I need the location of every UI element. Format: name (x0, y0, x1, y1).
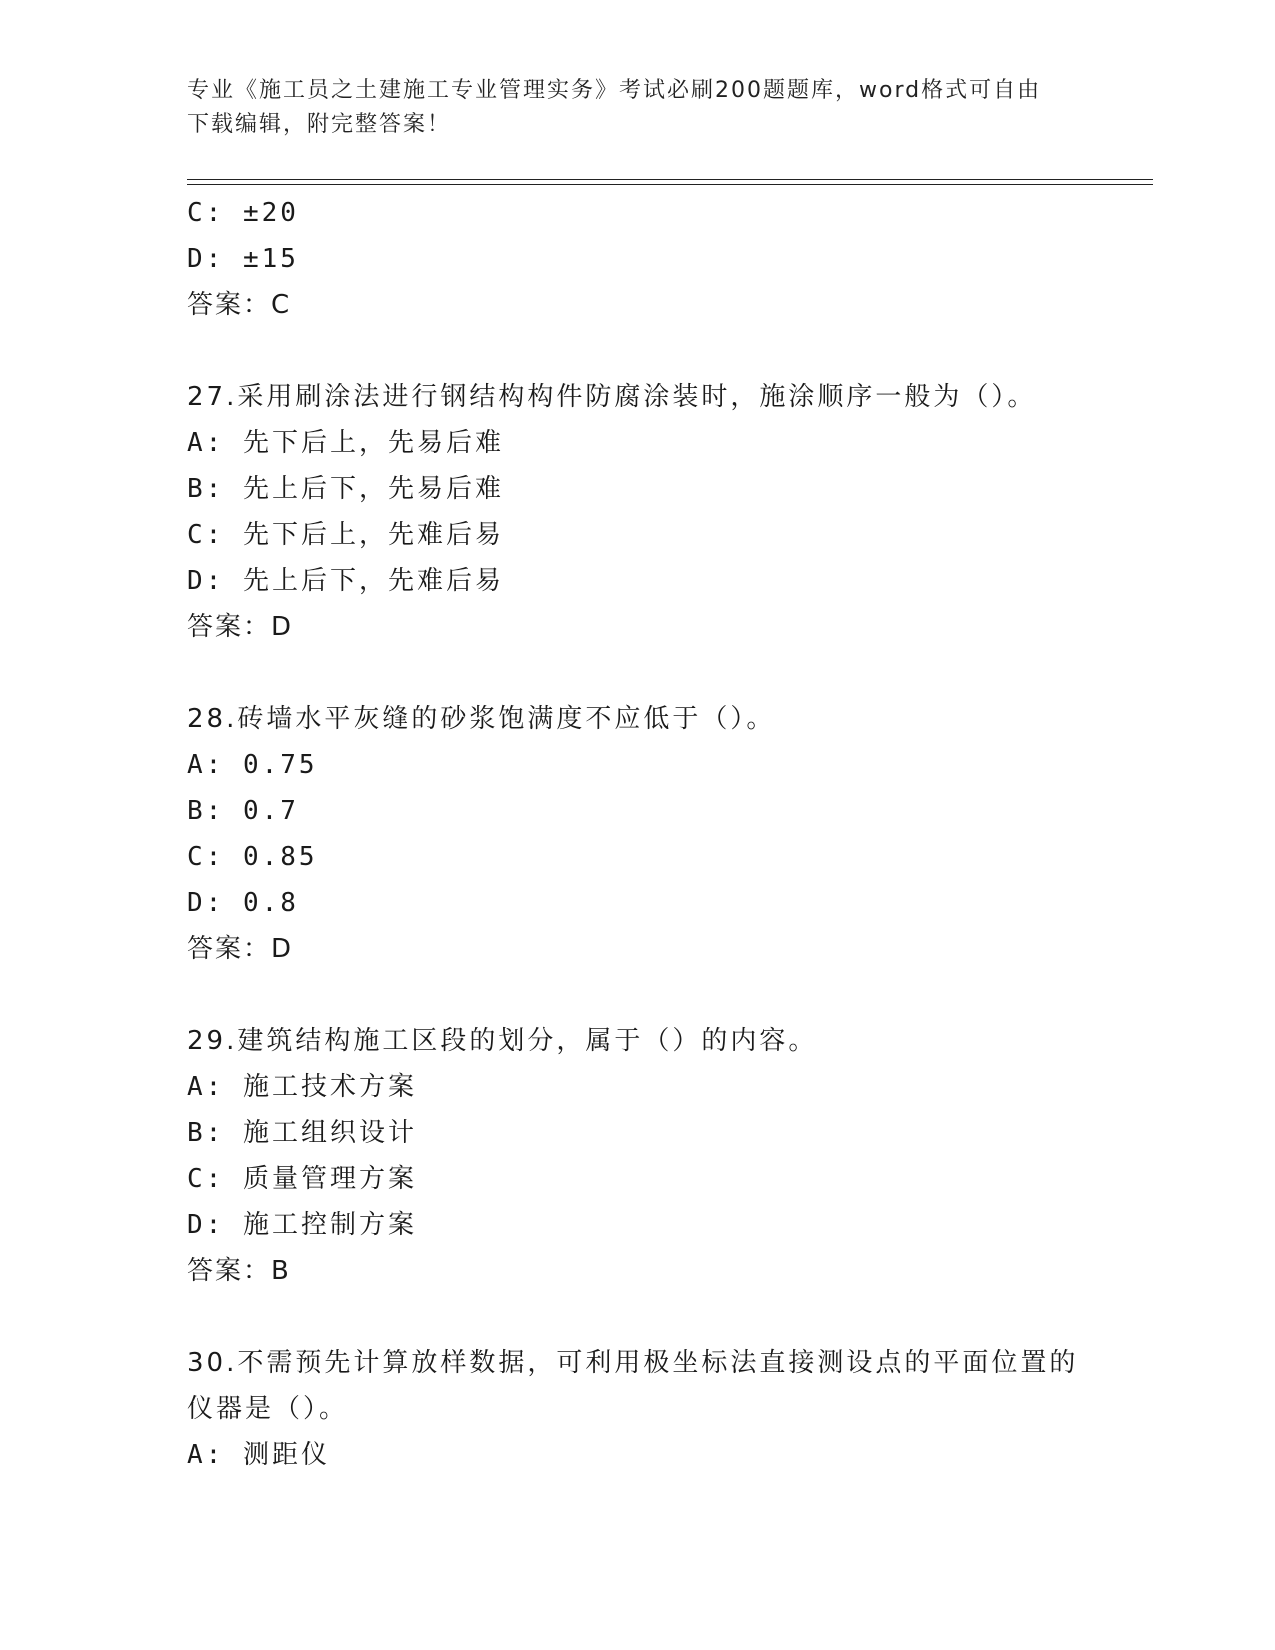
spacer (187, 1294, 1127, 1340)
question-28-option-a: A: 0.75 (187, 750, 318, 780)
question-29-option-a: A: 施工技术方案 (187, 1072, 417, 1102)
prev-option-c: C: ±20 (187, 198, 299, 228)
spacer (187, 650, 1127, 696)
question-27-option-b: B: 先上后下，先易后难 (187, 474, 504, 504)
prev-answer: 答案：C (187, 290, 292, 320)
spacer (187, 328, 1127, 374)
question-29-answer: 答案：B (187, 1256, 291, 1286)
question-27-option-d: D: 先上后下，先难后易 (187, 566, 504, 596)
header-divider-top (187, 179, 1153, 180)
question-27-option-c: C: 先下后上，先难后易 (187, 520, 504, 550)
spacer (187, 972, 1127, 1018)
question-30-option-a: A: 测距仪 (187, 1440, 330, 1470)
question-29-option-d: D: 施工控制方案 (187, 1210, 417, 1240)
header-title-line2: 下载编辑，附完整答案！ (187, 112, 452, 137)
question-27-text: 27.采用刷涂法进行钢结构构件防腐涂装时，施涂顺序一般为（）。 (187, 382, 1037, 412)
document-header (187, 74, 1087, 142)
question-28-option-b: B: 0.7 (187, 796, 299, 826)
question-29-option-b: B: 施工组织设计 (187, 1118, 417, 1148)
question-29-option-c: C: 质量管理方案 (187, 1164, 417, 1194)
question-28-answer: 答案：D (187, 934, 294, 964)
question-28-text: 28.砖墙水平灰缝的砂浆饱满度不应低于（）。 (187, 704, 776, 734)
question-28-option-c: C: 0.85 (187, 842, 318, 872)
question-28-option-d: D: 0.8 (187, 888, 299, 918)
prev-option-d: D: ±15 (187, 244, 299, 274)
question-30-text-line2: 仪器是（）。 (187, 1394, 349, 1424)
question-27-option-a: A: 先下后上，先易后难 (187, 428, 504, 458)
header-title-line1: 专业《施工员之土建施工专业管理实务》考试必刷200题题库，word格式可自由 (187, 78, 1042, 103)
header-divider-bottom (187, 184, 1153, 185)
question-27-answer: 答案：D (187, 612, 294, 642)
question-29-text: 29.建筑结构施工区段的划分，属于（）的内容。 (187, 1026, 818, 1056)
question-list (187, 190, 1127, 1478)
question-30-text-line1: 30.不需预先计算放样数据，可利用极坐标法直接测设点的平面位置的 (187, 1348, 1079, 1378)
